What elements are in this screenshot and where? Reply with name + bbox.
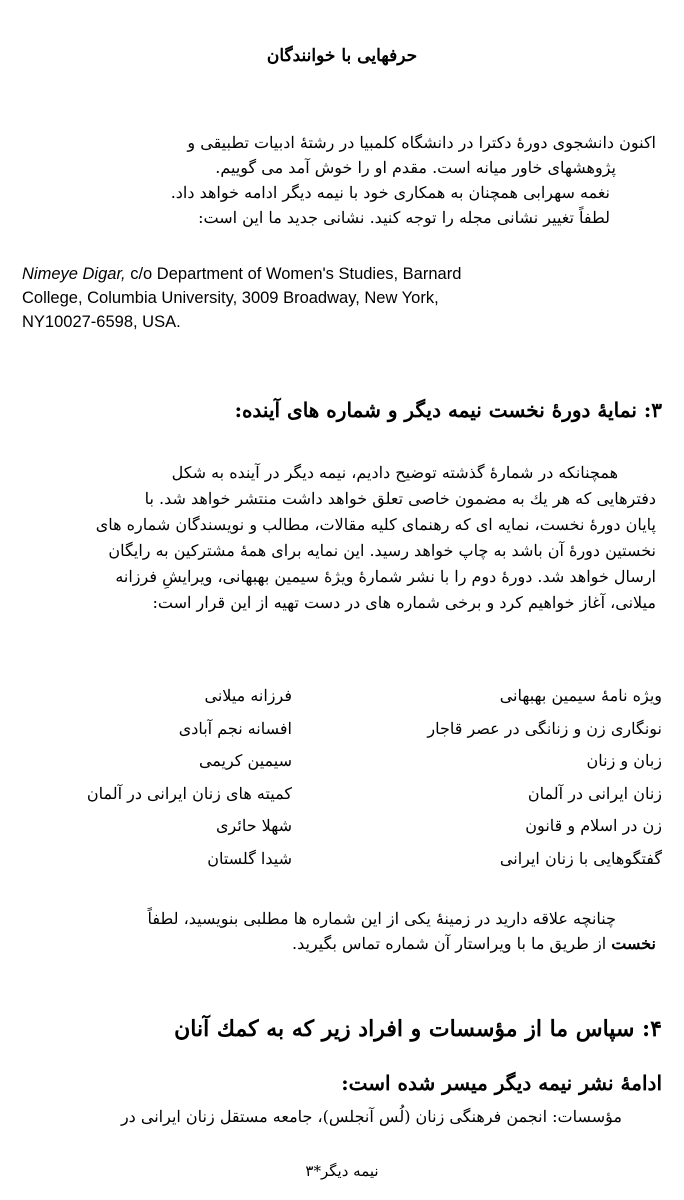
journal-name: Nimeye Digar, [22,265,126,283]
issue-topic: زبان و زنان [586,751,662,770]
section-4-heading-line: ادامهٔ نشر نیمه دیگر میسر شده است: [341,1071,662,1095]
intro-paragraph [22,130,656,230]
contact-text: از طریق ما با ویراستار آن شماره تماس بگیرید. [292,934,612,953]
issue-topic: زن در اسلام و قانون [525,816,662,835]
section-3-heading: ۳: نمایهٔ دورهٔ نخست نیمه دیگر و شماره های آینده: [234,398,662,422]
issue-topic: گفتگوهایی با زنان ایرانی [499,848,662,868]
section-3-line: ارسال خواهد شد. دورهٔ دوم را با نشر شمارهٔ ویژهٔ سیمین بهبهانی، ویرایشِ فرزانه [115,567,656,586]
issue-editor: سیمین کریمی [198,751,292,770]
section-3-line: دفترهایی که هر یك به مضمون خاصی تعلق خواهد داشت منتشر خواهد شد. با [144,489,656,508]
issue-editor: کمیته های زنان ایرانی در آلمان [86,783,292,803]
section-3-line: همچنانکه در شمارهٔ گذشته توضیح دادیم، نیمه دیگر در آینده به شکل [171,463,618,482]
section-3-line: پایان دورهٔ نخست، نمایه ای که رهنمای کلیه مقالات، مطالب و نویسندگان شماره های [95,515,656,534]
page-title: حرفهایی با خوانندگان [266,46,418,66]
emphasis-first: نخست [611,934,656,953]
issue-editor: شهلا حائری [216,816,292,835]
section-3-line: میلانی، آغاز خواهیم کرد و برخی شماره های در دست تهیه از این قرار است: [152,593,656,612]
section-3-line: نخستین دورهٔ آن باشد به چاپ خواهد رسید. این نمایه برای همهٔ مشترکین به رایگان [108,541,656,560]
address-line [22,262,622,286]
address-line: College, Columbia University, 3009 Broadway, New York, [22,289,439,307]
issue-editor: فرزانه میلانی [204,686,292,705]
page-footer: نیمه دیگر*۳ [305,1162,379,1180]
intro-line: نغمه سهرابی همچنان به همکاری خود با نیمه دیگر ادامه خواهد داد. [170,183,610,202]
section-4-subheading [22,1066,662,1100]
contact-line [22,931,656,956]
address-text: c/o Department of Women's Studies, Barnard [125,265,462,283]
issue-topic: زنان ایرانی در آلمان [527,783,662,803]
issue-topic: نونگاری زن و زنانگی در عصر قاجار [427,718,662,738]
section-4-heading [22,1012,662,1046]
new-address [22,262,622,334]
contact-line: چنانچه علاقه دارید در زمینهٔ یکی از این شماره ها مطلبی بنویسید، لطفاً [147,909,616,928]
issue-topics-column [382,680,662,875]
intro-line: پژوهشهای خاور میانه است. مقدم او را خوش آمد می گوییم. [215,158,616,177]
section-4-line: مؤسسات: انجمن فرهنگی زنان (لُس آنجلس)، جامعه مستقل زنان ایرانی در [120,1107,622,1126]
section-4-body [22,1104,656,1129]
contact-paragraph [22,906,656,956]
section-4-heading-line: ۴: سپاس ما از مؤسسات و افراد زیر که به کمك آنان [174,1016,662,1042]
address-line: NY10027-6598, USA. [22,313,181,331]
issue-editors-column [32,680,292,875]
intro-line: لطفاً تغییر نشانی مجله را توجه کنید. نشانی جدید ما این است: [198,208,610,227]
upcoming-issues-list [22,680,662,880]
intro-line: اکنون دانشجوی دورهٔ دکترا در دانشگاه کلمبیا در رشتهٔ ادبیات تطبیقی و [187,133,656,152]
issue-editor: شیدا گلستان [207,848,292,868]
section-3-paragraph [22,460,656,616]
issue-editor: افسانه نجم آبادی [178,718,292,738]
issue-topic: ویژه نامهٔ سیمین بهبهانی [499,686,662,705]
